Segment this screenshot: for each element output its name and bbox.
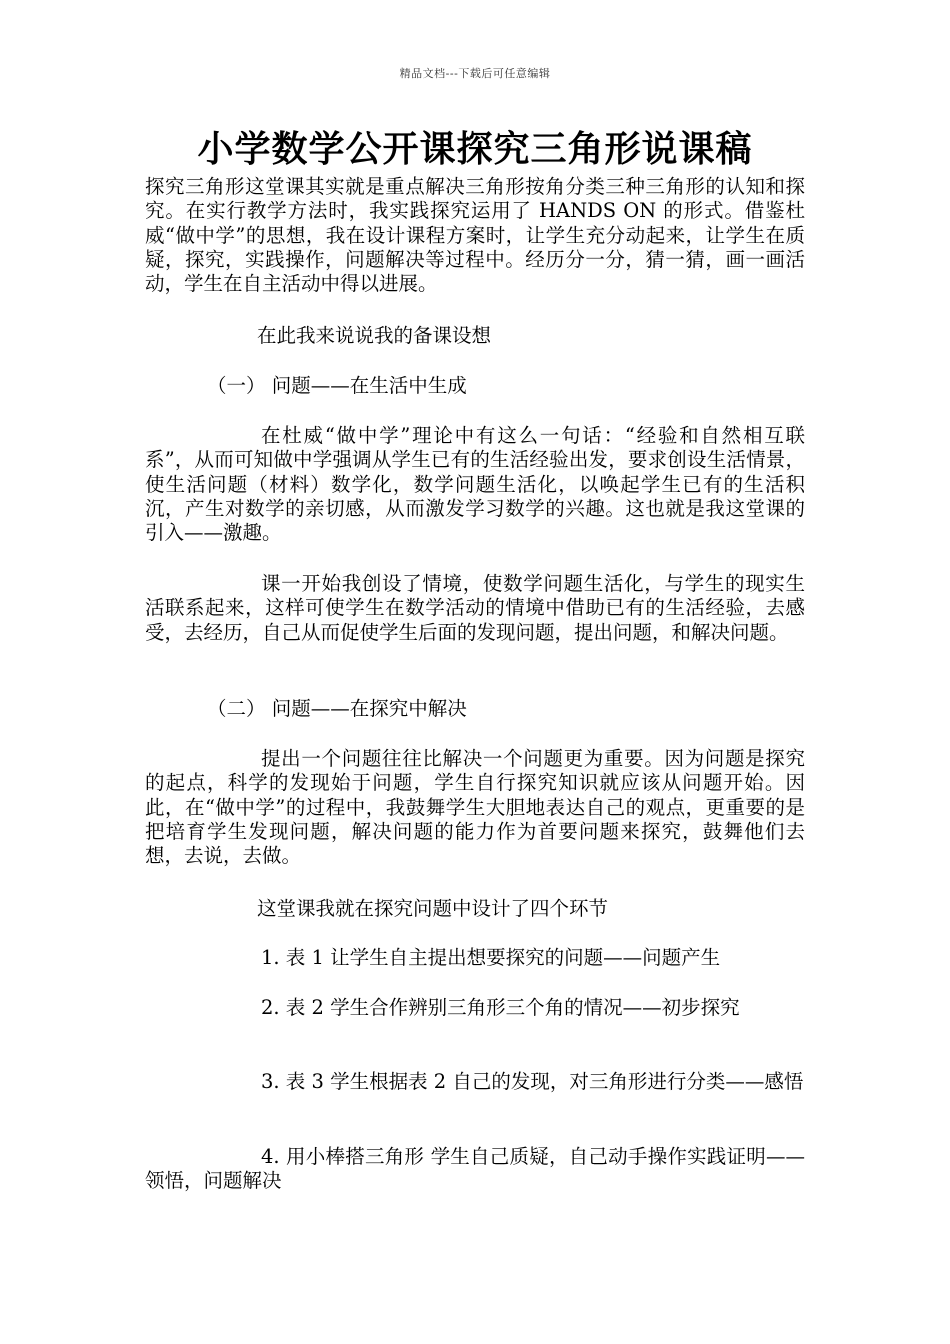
steps-intro-line: 这堂课我就在探究问题中设计了四个环节 (257, 897, 609, 920)
section-2-paragraph-1: 提出一个问题往往比解决一个问题更为重要。因为问题是探究的起点，科学的发现始于问题，学生自行探究知识就应该从问题开始。因此，在“做中学”的过程中，我鼓舞学生大胆地表达自己的观点，更重要的是把培育学生发现问题，解决问题的能力作为首要问题来探究，鼓舞他们去想，去说，去做。 (145, 747, 805, 868)
plan-intro-line: 在此我来说说我的备课设想 (257, 324, 492, 347)
document-title: 小学数学公开课探究三角形说课稿 (197, 128, 753, 170)
step-2: 2. 表 2 学生合作辨别三角形三个角的情况——初步探究 (261, 996, 740, 1019)
section-1-heading: （一） 问题——在生活中生成 (207, 374, 467, 397)
intro-paragraph: 探究三角形这堂课其实就是重点解决三角形按角分类三种三角形的认知和探究。在实行教学方法时，我实践探究运用了 HANDS ON 的形式。借鉴杜威“做中学”的思想，我在设计课程方案时，让学生充分动起来，让学生在质疑，探究，实践操作，问题解决等过程中。经历分一分，猜一猜，画一画活动，学生在自主活动中得以进展。 (145, 175, 805, 296)
step-1: 1. 表 1 让学生自主提出想要探究的问题——问题产生 (261, 946, 721, 969)
section-1-paragraph-1: 在杜威“做中学”理论中有这么一句话：“经验和自然相互联系”，从而可知做中学强调从学生已有的生活经验出发，要求创设生活情景，使生活问题（材料）数学化，数学问题生活化，以唤起学生已有的生活积沉，产生对数学的亲切感，从而激发学习数学的兴趣。这也就是我这堂课的引入——激趣。 (145, 424, 805, 545)
section-2-heading: （二） 问题——在探究中解决 (207, 697, 467, 720)
step-4: 4. 用小棒搭三角形 学生自己质疑，自己动手操作实践证明——领悟，问题解决 (145, 1145, 805, 1193)
step-3: 3. 表 3 学生根据表 2 自己的发现，对三角形进行分类——感悟 (261, 1070, 804, 1093)
section-1-paragraph-2: 课一开始我创设了情境，使数学问题生活化，与学生的现实生活联系起来，这样可使学生在数学活动的情境中借助已有的生活经验，去感受，去经历，自己从而促使学生后面的发现问题，提出问题，和解决问题。 (145, 572, 805, 644)
header-note: 精品文档---下载后可任意编辑 (399, 67, 551, 80)
